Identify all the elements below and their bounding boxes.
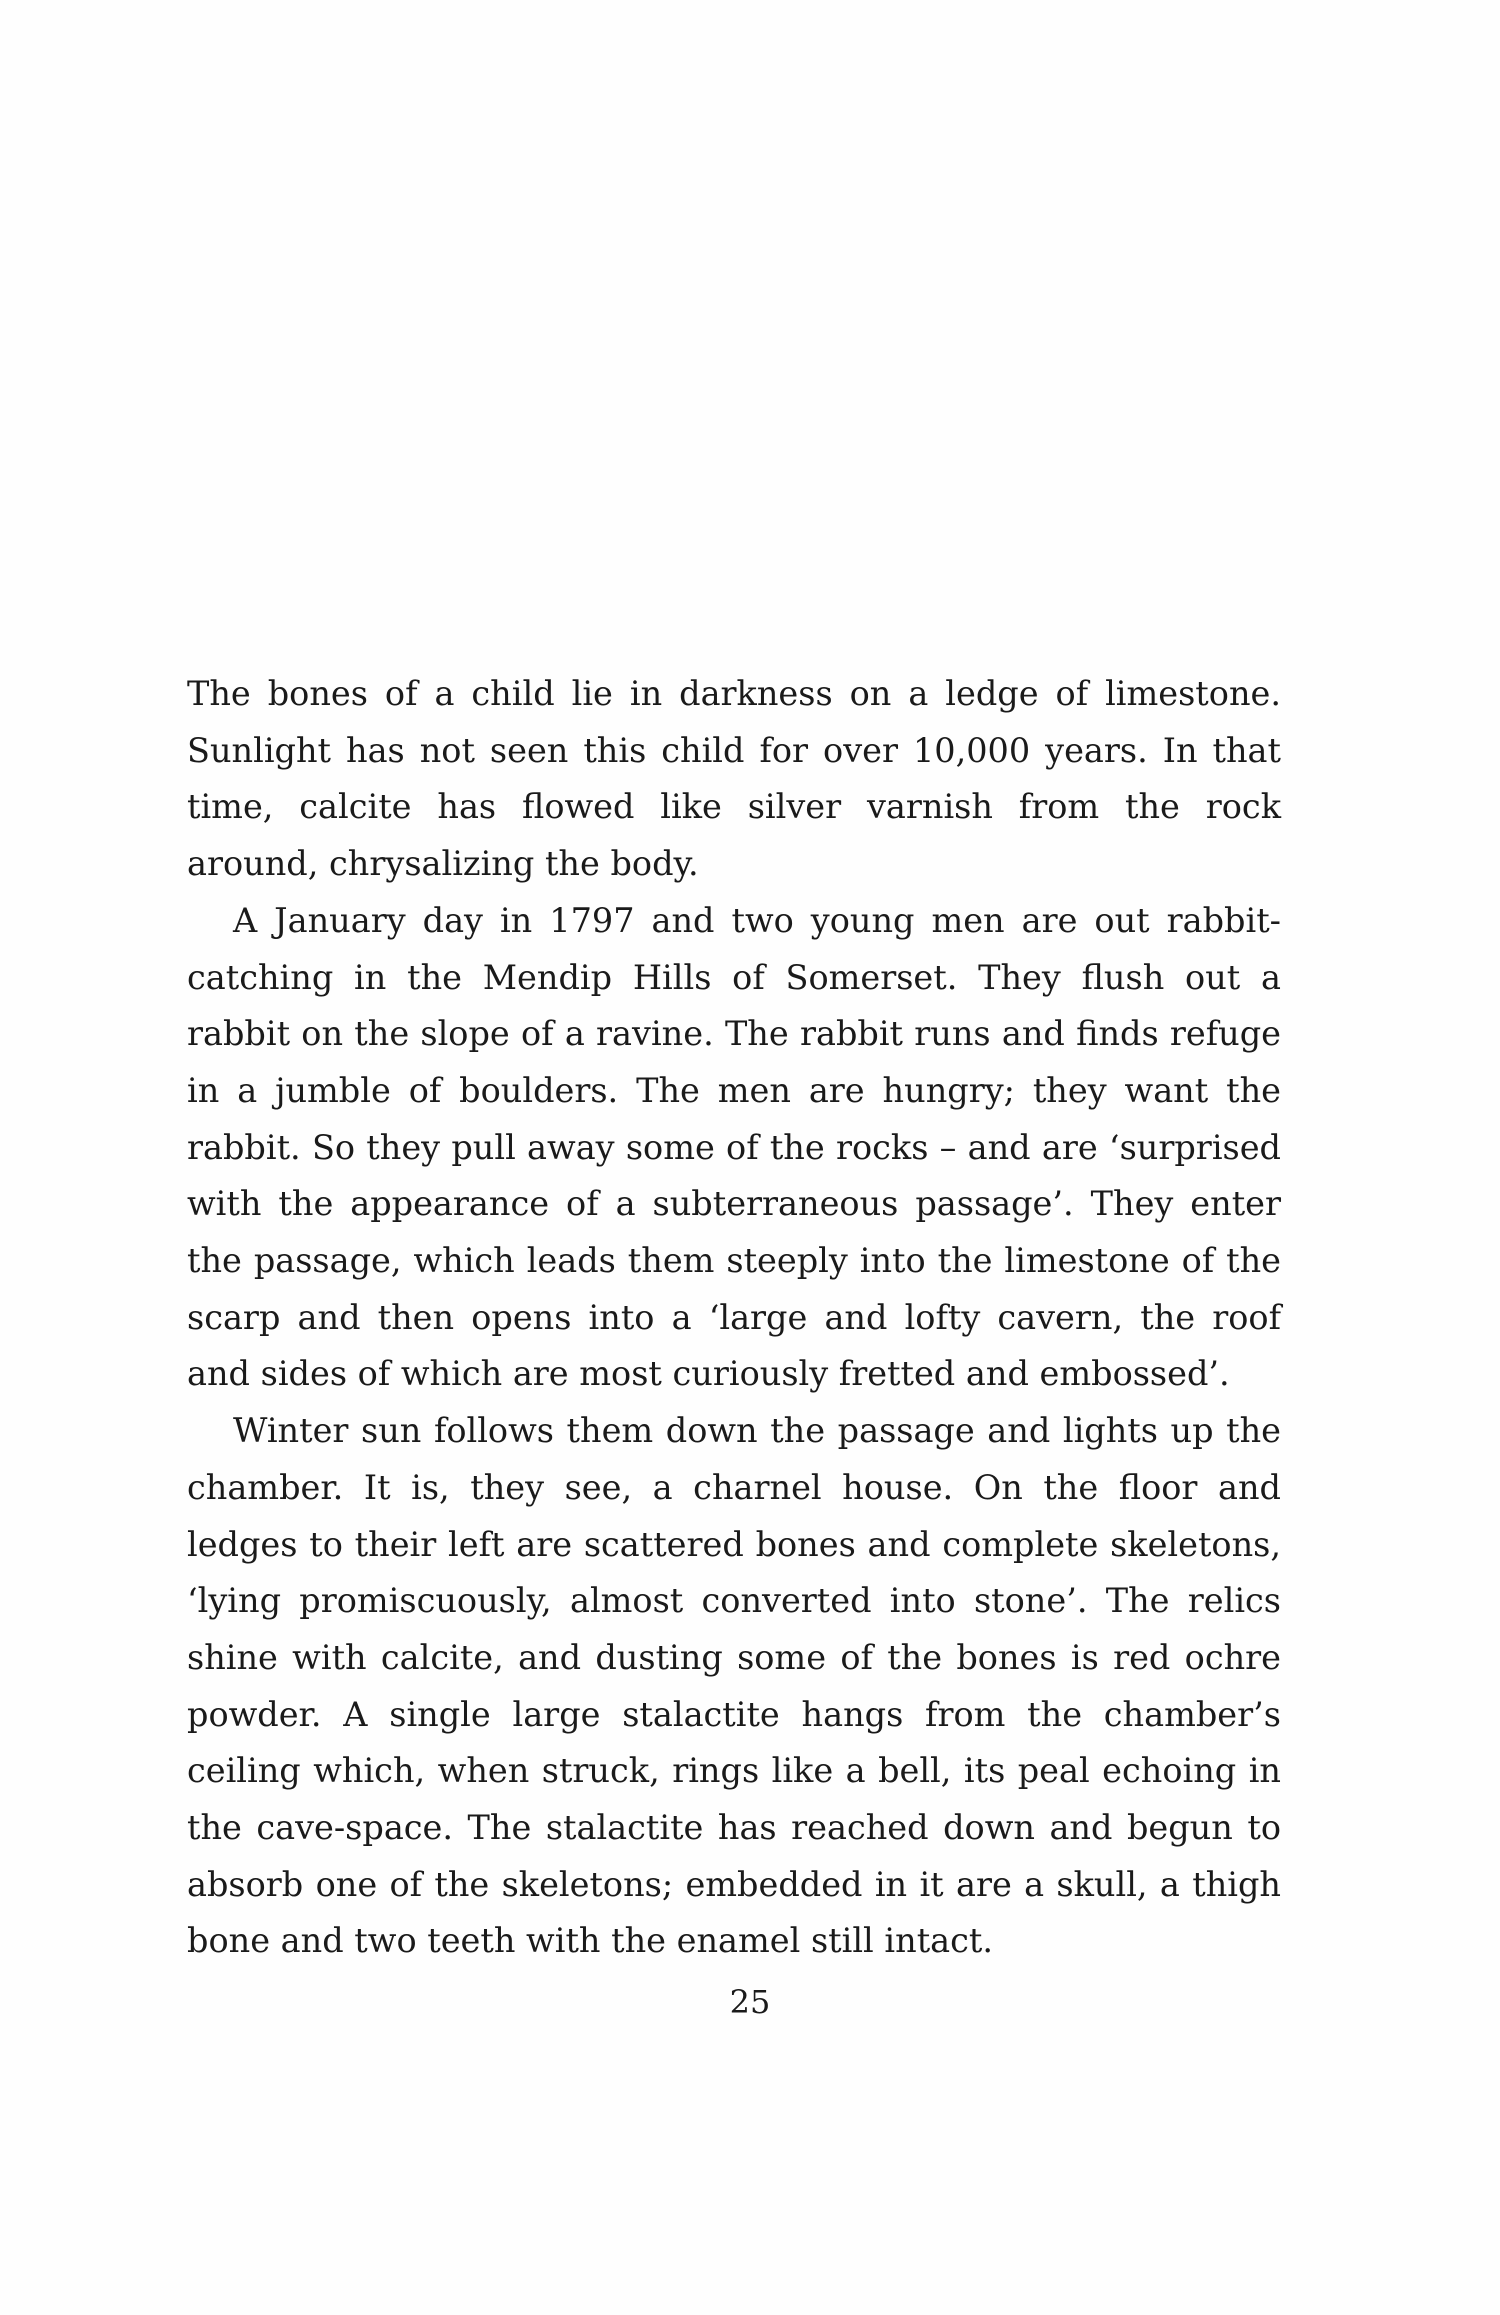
page-number: 25 (729, 1983, 771, 2021)
paragraph-2: A January day in 1797 and two young men are out rabbit-catching in the Mendip Hills of Somerset. They flush out a rabbit on the slope of a ravine. The rabbit runs and finds refuge in a jumble of boulders. The men are hungry; they want the rabbit. So they pull away some of the rocks – and are ‘surprised with the appearance of a subterraneous passage’. They enter the passage, which leads them steeply into the limestone of the scarp and then opens into a ‘large and lofty cavern, the roof and sides of which are most curiously fretted and embossed’. (187, 900, 1281, 1394)
paragraph-1: The bones of a child lie in darkness on a ledge of limestone. Sunlight has not seen this child for over 10,000 years. In that time, calcite has flowed like silver varnish from the rock around, chrysalizing the body. (187, 674, 1281, 884)
paragraph-3: Winter sun follows them down the passage and lights up the chamber. It is, they see, a charnel house. On the floor and ledges to their left are scattered bones and complete skeletons, ‘lying promiscuously, almost converted into stone’. The relics shine with calcite, and dusting some of the bones is red ochre powder. A single large stalactite hangs from the chamber’s ceiling which, when struck, rings like a bell, its peal echoing in the cave-space. The stalactite has reached down and begun to absorb one of the skeletons; embedded in it are a skull, a thigh bone and two teeth with the enamel still intact. (187, 1411, 1281, 1961)
body-text (187, 666, 1281, 1970)
